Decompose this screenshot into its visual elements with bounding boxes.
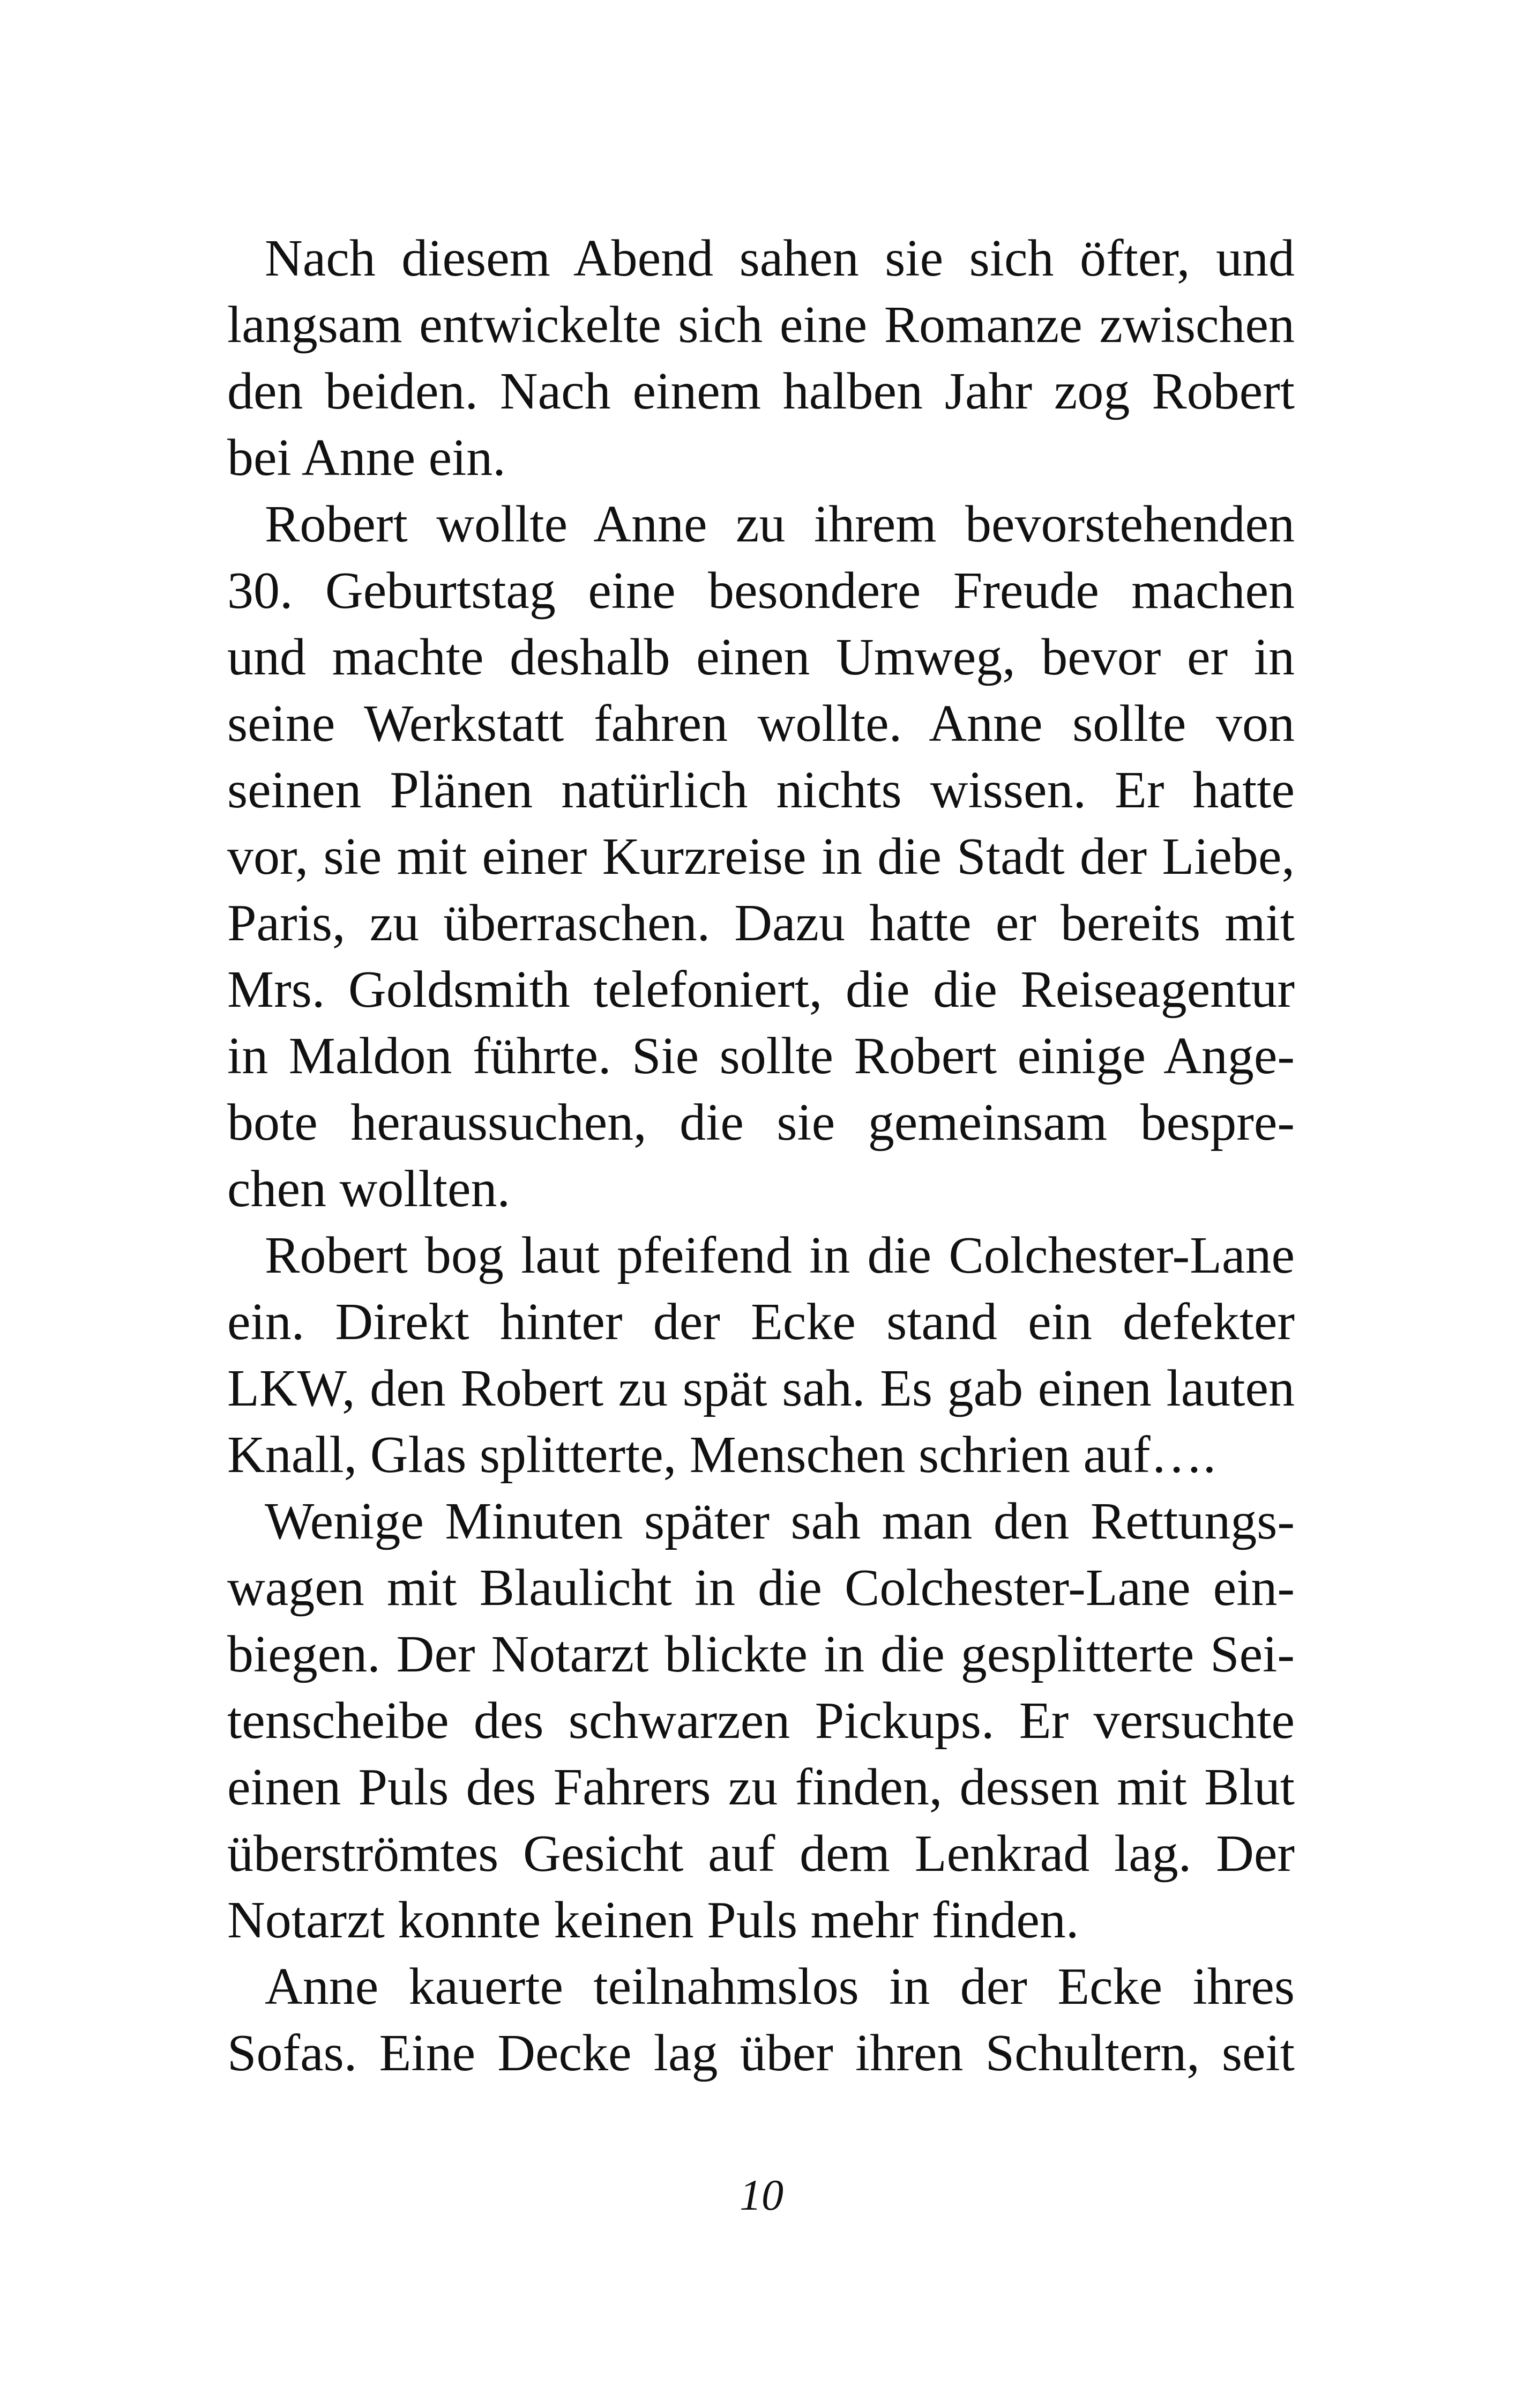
text-line: Sofas. Eine Decke lag über ihren Schultern, seit [227,2024,1295,2082]
text-line: Robert wollte Anne zu ihrem bevorstehenden [265,495,1295,553]
text-line: Robert bog laut pfeifend in die Colchester-Lane [265,1227,1295,1284]
text-line: seine Werkstatt fahren wollte. Anne sollte von [227,695,1295,753]
text-line: in Maldon führte. Sie sollte Robert einige Ange- [227,1027,1295,1085]
text-line: chen wollten. [227,1160,510,1218]
text-line: Mrs. Goldsmith telefoniert, die die Reiseagentur [227,961,1295,1019]
text-line: langsam entwickelte sich eine Romanze zwischen [227,296,1295,354]
body-text [227,225,1295,2086]
text-line: überströmtes Gesicht auf dem Lenkrad lag. Der [227,1825,1295,1883]
paragraph [227,1222,1295,1488]
text-line: LKW, den Robert zu spät sah. Es gab einen lauten [227,1359,1295,1417]
text-line: Wenige Minuten später sah man den Rettungs- [265,1492,1295,1550]
text-line: 30. Geburtstag eine besondere Freude machen [227,562,1295,620]
paragraph [227,1953,1295,2086]
text-line: und machte deshalb einen Umweg, bevor er in [227,628,1295,686]
text-line: Nach diesem Abend sahen sie sich öfter, und [265,229,1295,287]
paragraph [227,225,1295,491]
text-line: Knall, Glas splitterte, Menschen schrien auf…. [227,1426,1216,1484]
text-line: einen Puls des Fahrers zu finden, dessen mit Blut [227,1758,1295,1816]
text-line: Anne kauerte teilnahmslos in der Ecke ihres [265,1958,1295,2016]
paragraph [227,1488,1295,1953]
text-line: bei Anne ein. [227,429,506,487]
text-line: wagen mit Blaulicht in die Colchester-Lane ein- [227,1559,1295,1617]
text-line: vor, sie mit einer Kurzreise in die Stadt der Liebe, [227,828,1295,886]
page-number: 10 [740,2171,783,2219]
text-line: biegen. Der Notarzt blickte in die gesplitterte Sei- [227,1625,1295,1683]
text-line: den beiden. Nach einem halben Jahr zog Robert [227,362,1295,420]
text-line: tenscheibe des schwarzen Pickups. Er versuchte [227,1692,1295,1750]
text-line: Paris, zu überraschen. Dazu hatte er bereits mit [227,894,1295,952]
text-line: seinen Plänen natürlich nichts wissen. Er hatte [227,761,1295,819]
text-line: bote heraussuchen, die sie gemeinsam bespre- [227,1094,1295,1151]
text-line: ein. Direkt hinter der Ecke stand ein defekter [227,1293,1295,1351]
text-line: Notarzt konnte keinen Puls mehr finden. [227,1891,1079,1949]
paragraph [227,491,1295,1222]
